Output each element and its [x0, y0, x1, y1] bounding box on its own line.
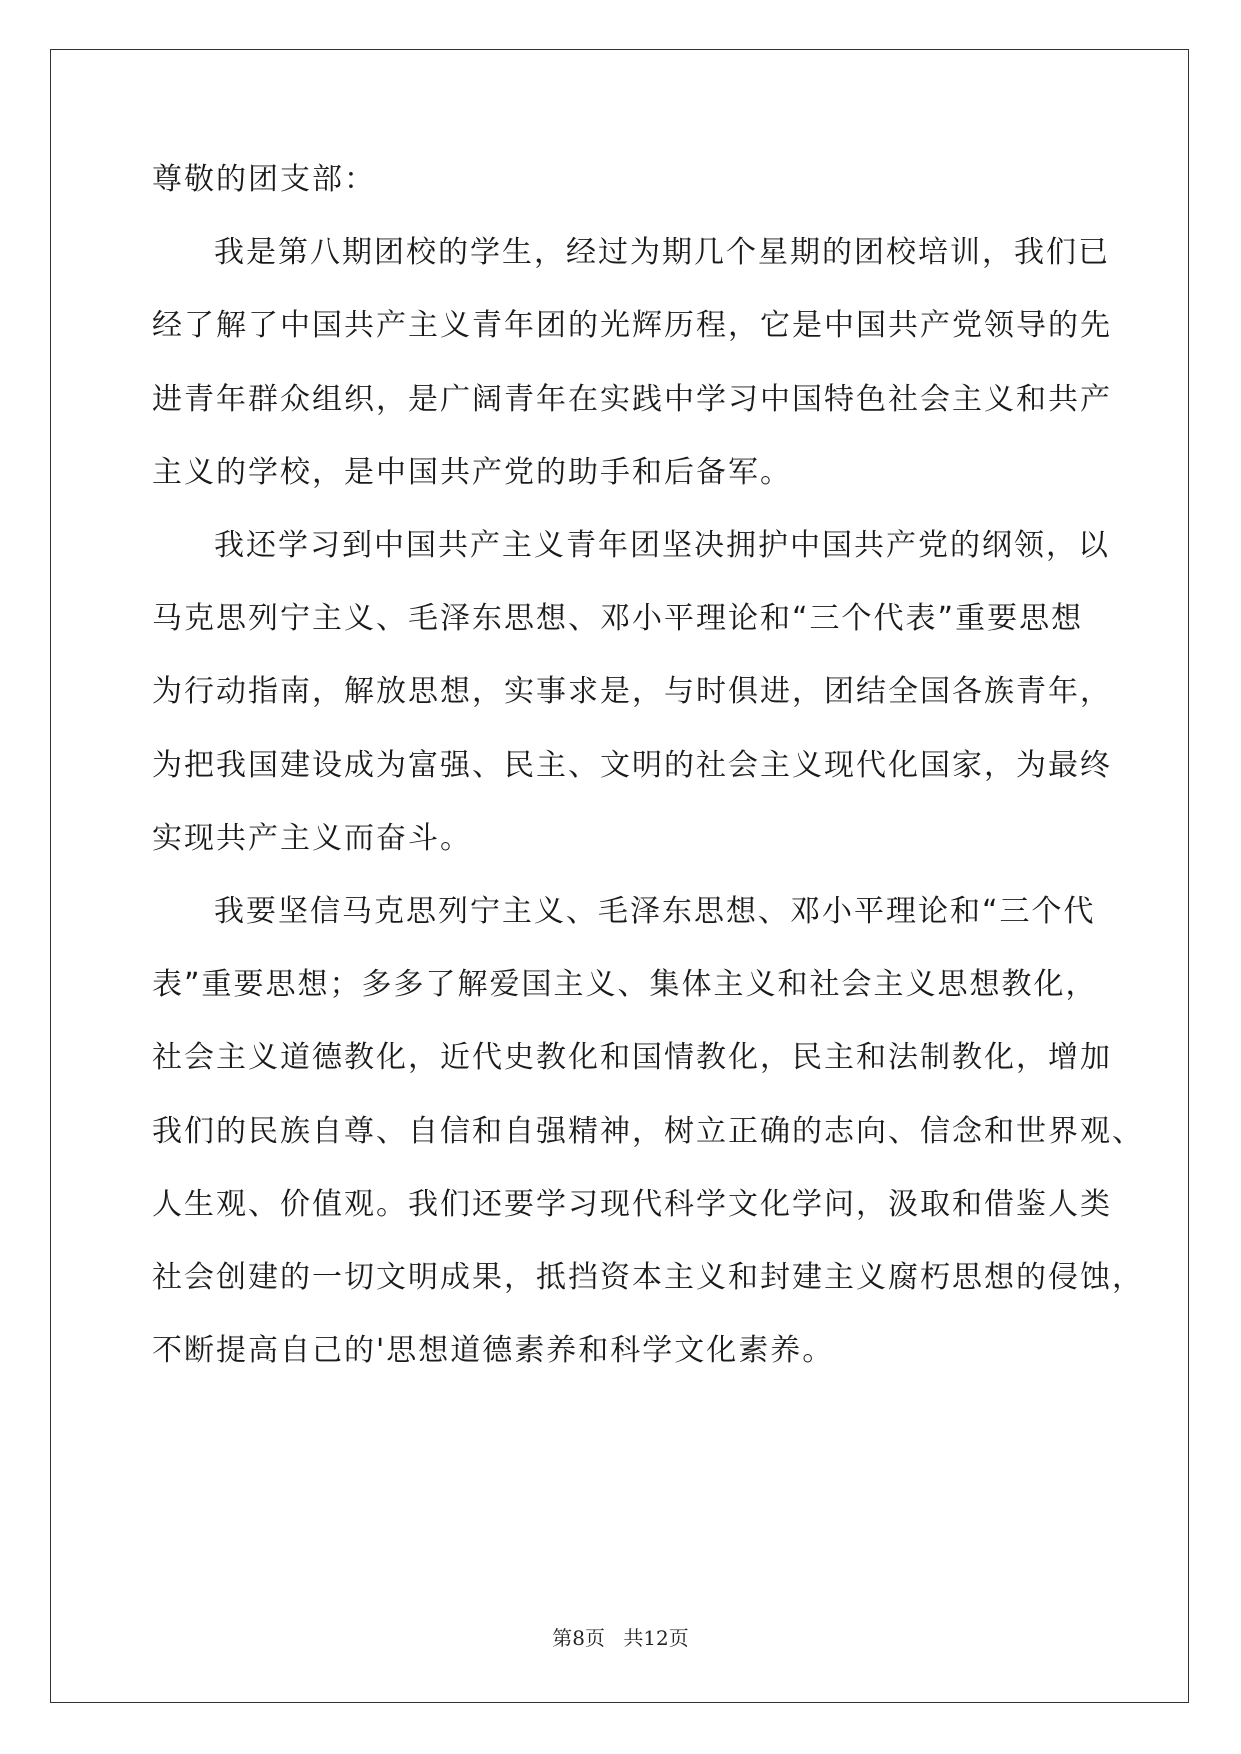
paragraph-3-line-4: 我们的民族自尊、自信和自强精神，树立正确的志向、信念和世界观、 — [152, 1114, 1144, 1149]
paragraph-3-line-1: 我要坚信马克思列宁主义、毛泽东思想、邓小平理论和“三个代 — [214, 894, 1096, 929]
paragraph-1-line-4: 主义的学校，是中国共产党的助手和后备军。 — [152, 455, 792, 490]
paragraph-3-line-2: 表”重要思想；多多了解爱国主义、集体主义和社会主义思想教化， — [152, 967, 1098, 1002]
page-footer — [0, 1625, 1241, 1651]
page-frame — [50, 49, 1189, 1703]
paragraph-3-line-5: 人生观、价值观。我们还要学习现代科学文化学问，汲取和借鉴人类 — [152, 1187, 1112, 1222]
paragraph-3-line-6: 社会创建的一切文明成果，抵挡资本主义和封建主义腐朽思想的侵蚀， — [152, 1260, 1144, 1295]
paragraph-2-line-3: 为行动指南，解放思想，实事求是，与时俱进，团结全国各族青年， — [152, 674, 1112, 709]
page-number-current: 第8页 — [552, 1626, 605, 1650]
paragraph-2-line-1: 我还学习到中国共产主义青年团坚决拥护中国共产党的纲领，以 — [214, 528, 1110, 563]
greeting: 尊敬的团支部： — [152, 162, 376, 197]
paragraph-1-line-1: 我是第八期团校的学生，经过为期几个星期的团校培训，我们已 — [214, 235, 1110, 270]
paragraph-1-line-2: 经了解了中国共产主义青年团的光辉历程，它是中国共产党领导的先 — [152, 308, 1112, 343]
paragraph-2-line-2: 马克思列宁主义、毛泽东思想、邓小平理论和“三个代表”重要思想 — [152, 601, 1084, 636]
paragraph-3-line-3: 社会主义道德教化，近代史教化和国情教化，民主和法制教化，增加 — [152, 1040, 1112, 1075]
paragraph-3-line-7: 不断提高自己的'思想道德素养和科学文化素养。 — [152, 1333, 835, 1368]
paragraph-2-line-4: 为把我国建设成为富强、民主、文明的社会主义现代化国家，为最终 — [152, 748, 1112, 783]
page-number-total: 共12页 — [623, 1626, 689, 1650]
paragraph-2-line-5: 实现共产主义而奋斗。 — [152, 821, 472, 856]
paragraph-1-line-3: 进青年群众组织，是广阔青年在实践中学习中国特色社会主义和共产 — [152, 382, 1112, 417]
